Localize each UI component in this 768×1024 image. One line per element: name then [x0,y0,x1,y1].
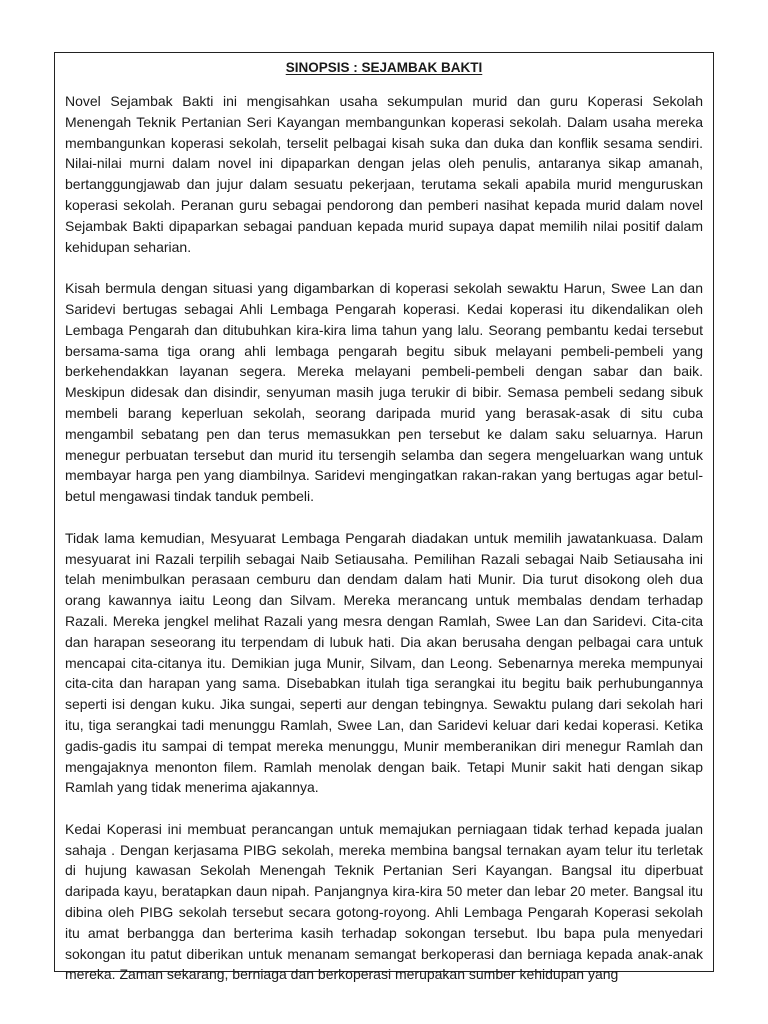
document-title: SINOPSIS : SEJAMBAK BAKTI [285,60,483,75]
paragraph-1: Novel Sejambak Bakti ini mengisahkan usaha sekumpulan murid dan guru Koperasi Sekolah Menengah Teknik Pertanian Seri Kayangan membangunkan koperasi sekolah. Dalam usaha mereka membangunkan koperasi sekolah, terselit pelbagai kisah suka dan duka dan konflik sesama sendiri. Nilai-nilai murni dalam novel ini dipaparkan dengan jelas oleh penulis, antaranya sikap amanah, bertanggungjawab dan jujur dalam sesuatu pekerjaan, terutama sekali apabila murid menguruskan koperasi sekolah. Peranan guru sebagai pendorong dan pemberi nasihat kepada murid dalam novel Sejambak Bakti dipaparkan sebagai panduan kepada murid supaya dapat memilih nilai positif dalam kehidupan seharian. [65,93,703,255]
paragraph-2: Kisah bermula dengan situasi yang digambarkan di koperasi sekolah sewaktu Harun, Swee Lan dan Saridevi bertugas sebagai Ahli Lembaga Pengarah koperasi. Kedai koperasi itu dikendalikan oleh Lembaga Pengarah dan ditubuhkan kira-kira lima tahun yang lalu. Seorang pembantu kedai tersebut bersama-sama tiga orang ahli lembaga pengarah begitu sibuk melayani pembeli-pembeli yang berkehendakkan layanan segera. Mereka melayani pembeli-pembeli dengan sabar dan baik. Meskipun didesak dan disindir, senyuman masih juga terukir di bibir. Semasa pembeli sedang sibuk membeli barang keperluan sekolah, seorang daripada murid yang berasak-asak di situ cuba mengambil sebatang pen dan terus memasukkan pen tersebut ke dalam saku seluarnya. Harun menegur perbuatan tersebut dan murid itu tersengih selamba dan segera mengeluarkan wang untuk membayar harga pen yang diambilnya. Saridevi mengingatkan rakan-rakan yang bertugas agar betul-betul mengawasi tindak tanduk pembeli. [65,280,703,505]
paragraph-3: Tidak lama kemudian, Mesyuarat Lembaga Pengarah diadakan untuk memilih jawatankuasa. Dalam mesyuarat ini Razali terpilih sebagai Naib Setiausaha. Pemilihan Razali sebagai Naib Setiausaha ini telah menimbulkan perasaan cemburu dan dendam dalam hati Munir. Dia turut disokong oleh dua orang kawannya iaitu Leong dan Silvam. Mereka merancang untuk membalas dendam terhadap Razali. Mereka jengkel melihat Razali yang mesra dengan Ramlah, Swee Lan dan Saridevi. Cita-cita dan harapan seseorang itu terpendam di lubuk hati. Dia akan berusaha dengan pelbagai cara untuk mencapai cita-citanya itu. Demikian juga Munir, Silvam, dan Leong. Sebenarnya mereka mempunyai cita-cita dan harapan yang sama. Disebabkan itulah tiga serangkai itu begitu baik perhubungannya seperti isi dengan kuku. Jika sungai, seperti aur dengan tebingnya. Sewaktu pulang dari sekolah hari itu, tiga serangkai tadi menunggu Ramlah, Swee Lan, dan Saridevi keluar dari kedai koperasi. Ketika gadis-gadis itu sampai di tempat mereka menunggu, Munir memberanikan diri menegur Ramlah dan mengajaknya menonton filem. Ramlah menolak dengan baik. Tetapi Munir sakit hati dengan sikap Ramlah yang tidak menerima ajakannya. [65,529,703,796]
document-body [65,59,703,1006]
paragraph-4: Kedai Koperasi ini membuat perancangan untuk memajukan perniagaan tidak terhad kepada jualan sahaja . Dengan kerjasama PIBG sekolah, mereka membina bangsal ternakan ayam telur itu terletak di hujung kawasan Sekolah Menengah Teknik Pertanian Seri Kayangan. Bangsal itu diperbuat daripada kayu, beratapkan daun nipah. Panjangnya kira-kira 50 meter dan lebar 20 meter. Bangsal itu dibina oleh PIBG sekolah tersebut secara gotong-royong. Ahli Lembaga Pengarah Koperasi sekolah itu amat berbangga dan berterima kasih terhadap sokongan tersebut. Ibu bapa pula menyedari sokongan itu patut diberikan untuk menanam semangat berkoperasi dan berniaga kepada anak-anak mereka. Zaman sekarang, berniaga dan berkoperasi merupakan sumber kehidupan yang [65,820,703,983]
document-page [54,52,714,983]
